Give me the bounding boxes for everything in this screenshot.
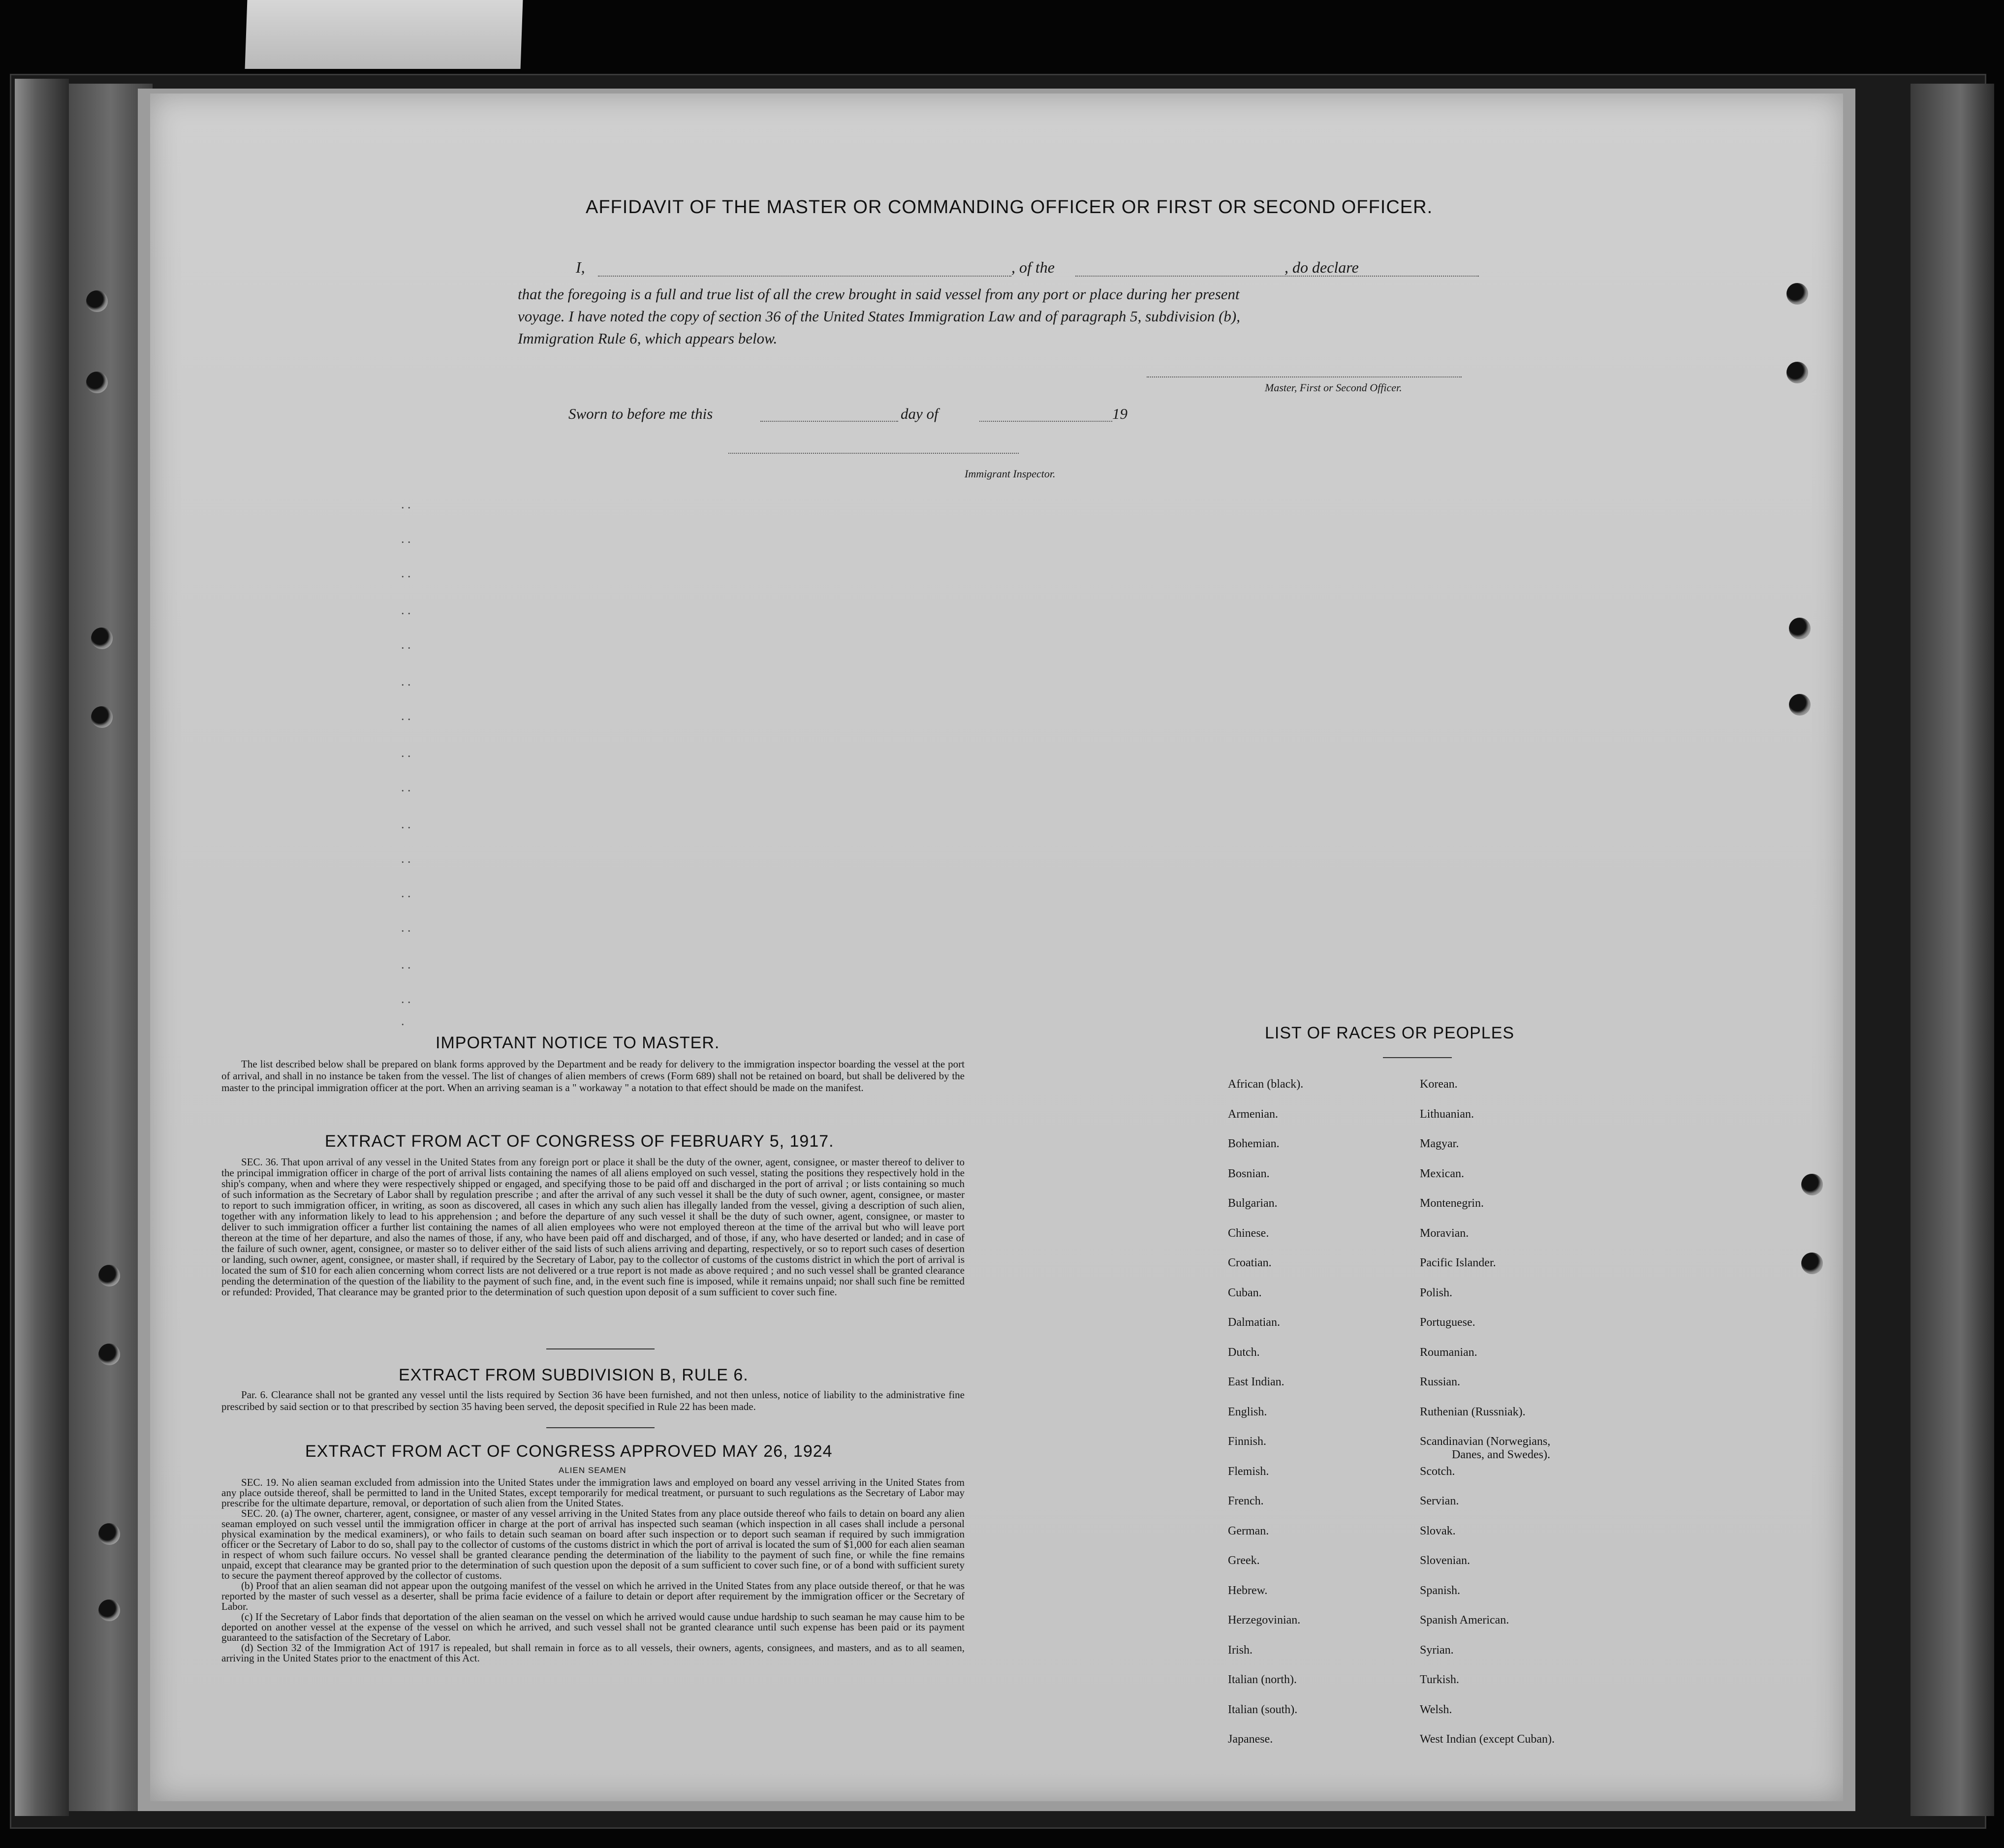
notice-text: The list described below shall be prepared on blank forms approved by the Department and be ready for delivery to the immigration inspector boarding the vessel at the port of arrival, and shall in no instance be taken from the vessel. The list of changes of alien members of crews (Form 689) shall not be retained on board, but shall be delivered by the master to the principal immigration officer at the port. When an arriving seaman is a " workaway " a notation to that effect should be made on the manifest. bbox=[221, 1058, 965, 1094]
race-item-right: Slovak. bbox=[1420, 1525, 1456, 1537]
extract-1917-text: SEC. 36. That upon arrival of any vessel in the United States from any foreign port or place it shall be the duty of the owner, agent, consignee, or master thereof to deliver to the principal immigration officer in charge of the port of arrival lists containing the names of all aliens employed on such vessel, stating the positions they respectively hold in the ship's company, when and where they were respectively shipped or engaged, and specifying those to be paid off and discharged in the port of arrival ; or lists containing so much of such information as the Secretary of Labor shall by regulation prescribe ; and after the arrival of any such vessel it shall be the duty of such owner, agent, consignee, or master to report to such immigration officer, in writing, as soon as discovered, all cases in which any such alien has illegally landed from the vessel, giving a description of such alien, together with any information likely to lead to his apprehension ; and before the departure of any such vessel it shall be the duty of such owner, agent, consignee, or master to deliver to such immigration officer a further list containing the names of all alien employees who were not employed thereon at the time of the arrival but who will leave port thereon at the time of her departure, and also the names of those, if any, who have been paid off and discharged, and of those, if any, who have deserted or landed; and in case of the failure of such owner, agent, consignee, or master so to deliver either of the said lists of such aliens arriving and departing, respectively, or so to report such cases of desertion or landing, such owner, agent, consignee, or master shall, if required by the Secretary of Labor, pay to the collector of customs of the customs district in which the port of arrival is located the sum of $10 for each alien concerning whom correct lists are not delivered or a true report is not made as above required ; and no such vessel shall be granted clearance pending the determination of the question of the liability to the payment of such fine, and, in the event such fine is imposed, while it remains unpaid; nor shall such fine be remitted or refunded: Provided, That clearance may be granted prior to the determination of such question upon deposit of a sum sufficient to cover such fine. bbox=[221, 1156, 965, 1298]
race-item-left: Finnish. bbox=[1228, 1435, 1267, 1448]
affidavit-line4: Immigration Rule 6, which appears below. bbox=[518, 330, 778, 347]
affidavit-line2: that the foregoing is a full and true list of all the crew brought in said vessel from any port or place during her present bbox=[518, 285, 1240, 303]
race-item-right: Lithuanian. bbox=[1420, 1108, 1474, 1121]
race-item-right: Roumanian. bbox=[1420, 1346, 1477, 1359]
race-item-right: Polish. bbox=[1420, 1286, 1453, 1299]
punch-hole bbox=[98, 1523, 120, 1545]
punch-hole bbox=[86, 372, 108, 393]
punch-hole bbox=[1789, 618, 1811, 639]
divider bbox=[546, 1427, 655, 1428]
race-item-left: Japanese. bbox=[1228, 1733, 1273, 1746]
race-item-right: Pacific Islander. bbox=[1420, 1256, 1496, 1269]
race-item-left: English. bbox=[1228, 1406, 1267, 1418]
column-mark: . . bbox=[401, 746, 411, 760]
affidavit-line1-start: I, bbox=[576, 258, 585, 276]
race-item-left: East Indian. bbox=[1228, 1376, 1284, 1388]
race-item-left: Armenian. bbox=[1228, 1108, 1278, 1121]
extract-1924-sec20a: SEC. 20. (a) The owner, charterer, agent, consignee, or master of any vessel arriving in the United States from any place outside thereof who fails to detain on board any alien seaman employed on such vessel until the immigration officer in charge at the port of arrival has inspected such seaman (which inspection in all cases shall include a personal physical examination by the medical examiners), or who fails to detain such seaman on board after such inspection or to deport such seaman if required by such immigration officer or the Secretary of Labor to do so, shall pay to the collector of customs of the customs district in which the port of arrival is located the sum of $1,000 for each alien seaman in respect of whom such failure occurs. No vessel shall be granted clearance pending the determination of the liability to the payment of such fine, or while the fine remains unpaid, except that clearance may be granted prior to the determination of such question upon the deposit of a sum sufficient to cover such fine, or of a bond with sufficient surety to secure the payment thereof approved by the collector of customs. bbox=[221, 1507, 965, 1581]
rule6-text: Par. 6. Clearance shall not be granted any vessel until the lists required by Section 36 have been furnished, and not then unless, notice of liability to the administrative fine prescribed by said section or to that prescribed by section 35 having been served, the deposit specified in Rule 22 has been made. bbox=[221, 1389, 965, 1412]
divider bbox=[546, 1348, 655, 1349]
race-item-right: West Indian (except Cuban). bbox=[1420, 1733, 1555, 1746]
extract-1924-sec20d: (d) Section 32 of the Immigration Act of 1917 is repealed, but shall remain in force as to all vessels, their owners, agents, consignees, and masters, and as to all seamen, arriving in the United States prior to the enactment of this Act. bbox=[221, 1642, 965, 1664]
rule6-title: EXTRACT FROM SUBDIVISION B, RULE 6. bbox=[399, 1366, 749, 1384]
race-item-left: Flemish. bbox=[1228, 1465, 1269, 1478]
race-item-left: Chinese. bbox=[1228, 1227, 1269, 1240]
column-mark: . . bbox=[401, 957, 411, 971]
race-item-right: Mexican. bbox=[1420, 1167, 1464, 1180]
race-item-right: Ruthenian (Russniak). bbox=[1420, 1406, 1526, 1418]
sworn-prefix: Sworn to before me this bbox=[568, 405, 713, 422]
race-item-right: Magyar. bbox=[1420, 1137, 1459, 1150]
column-mark: . . bbox=[401, 817, 411, 831]
column-mark: . . bbox=[401, 566, 411, 580]
notice-block bbox=[221, 1058, 965, 1094]
race-item-right: Slovenian. bbox=[1420, 1554, 1470, 1567]
punch-hole bbox=[98, 1344, 120, 1365]
affidavit-title: AFFIDAVIT OF THE MASTER OR COMMANDING OFFICER OR FIRST OR SECOND OFFICER. bbox=[586, 197, 1433, 218]
race-item-left: Italian (south). bbox=[1228, 1703, 1298, 1716]
race-item-left: Hebrew. bbox=[1228, 1584, 1268, 1597]
affidavit-line3: voyage. I have noted the copy of section 36 of the United States Immigration Law and of paragraph 5, subdivision (b), bbox=[518, 308, 1240, 325]
race-item-left: Greek. bbox=[1228, 1554, 1260, 1567]
column-mark: . . bbox=[401, 637, 411, 652]
race-item-right: Scandinavian (Norwegians, bbox=[1420, 1435, 1551, 1448]
extract-1917-title: EXTRACT FROM ACT OF CONGRESS OF FEBRUARY 5, 1917. bbox=[325, 1132, 834, 1151]
sworn-year: 19 bbox=[1112, 405, 1127, 422]
inspector-caption: Immigrant Inspector. bbox=[965, 468, 1056, 480]
punch-hole bbox=[1801, 1174, 1823, 1195]
race-item-right: Welsh. bbox=[1420, 1703, 1452, 1716]
race-item-right: Portuguese. bbox=[1420, 1316, 1475, 1329]
punch-hole bbox=[1786, 362, 1808, 383]
races-title: LIST OF RACES OR PEOPLES bbox=[1265, 1024, 1515, 1042]
column-mark: . . bbox=[401, 532, 411, 546]
race-item-left: Bulgarian. bbox=[1228, 1197, 1278, 1210]
day-blank bbox=[760, 421, 898, 422]
extract-1924-block bbox=[221, 1477, 965, 1663]
race-item-right: Montenegrin. bbox=[1420, 1197, 1484, 1210]
column-mark: . . bbox=[401, 780, 411, 794]
race-item-left: Bosnian. bbox=[1228, 1167, 1270, 1180]
race-item-continuation: Danes, and Swedes). bbox=[1452, 1448, 1550, 1461]
sworn-day: day of bbox=[901, 405, 939, 422]
extract-1924-sec19: SEC. 19. No alien seaman excluded from admission into the United States under the immigration laws and employed on board any vessel arriving in the United States from any place outside thereof, shall be permitted to land in the United States, except temporarily for medical treatment, or pursuant to such regulations as the Secretary of Labor may prescribe for the ultimate departure, removal, or deportation of such alien from the United States. bbox=[221, 1476, 965, 1509]
race-item-left: Cuban. bbox=[1228, 1286, 1262, 1299]
notice-title: IMPORTANT NOTICE TO MASTER. bbox=[436, 1034, 720, 1052]
extract-1924-sec20b: (b) Proof that an alien seaman did not appear upon the outgoing manifest of the vessel on which he arrived in the United States from any place outside thereof, or that he was reported by the master of such vessel as a deserter, shall be prima facie evidence of a failure to detain or deport after requirement by the immigration officer or the Secretary of Labor. bbox=[221, 1580, 965, 1612]
divider bbox=[1383, 1057, 1452, 1058]
signature-blank bbox=[1147, 376, 1462, 377]
column-mark: . . bbox=[401, 886, 411, 900]
column-mark: . . bbox=[401, 709, 411, 723]
rule6-block bbox=[221, 1389, 965, 1412]
punch-hole bbox=[1786, 283, 1808, 305]
race-item-right: Turkish. bbox=[1420, 1673, 1459, 1686]
column-mark: . bbox=[401, 1014, 405, 1028]
column-mark: . . bbox=[401, 920, 411, 935]
race-item-left: Italian (north). bbox=[1228, 1673, 1297, 1686]
punch-hole bbox=[86, 290, 108, 312]
column-mark: . . bbox=[401, 851, 411, 866]
race-item-left: German. bbox=[1228, 1525, 1269, 1537]
race-item-left: Irish. bbox=[1228, 1644, 1252, 1657]
extract-1917-block bbox=[221, 1157, 965, 1297]
punch-hole bbox=[1789, 694, 1811, 716]
punch-hole bbox=[98, 1265, 120, 1286]
affidavit-line1-mid: , of the bbox=[1011, 258, 1055, 276]
race-item-left: Bohemian. bbox=[1228, 1137, 1280, 1150]
binder-right-edge bbox=[1910, 84, 1994, 1816]
race-item-right: Moravian. bbox=[1420, 1227, 1469, 1240]
race-item-left: Herzegovinian. bbox=[1228, 1614, 1301, 1627]
column-mark: . . bbox=[401, 992, 411, 1006]
extract-1924-sec20c: (c) If the Secretary of Labor finds that deportation of the alien seaman on the vessel on which he arrived would cause undue hardship to such seaman he may cause him to be deported on another vessel at the expense of the vessel on which he arrived, and such vessel shall not be granted clearance until such expense has been paid or its payment guaranteed to the satisfaction of the Secretary of Labor. bbox=[221, 1611, 965, 1643]
race-item-right: Spanish American. bbox=[1420, 1614, 1509, 1627]
affidavit-line1-end: , do declare bbox=[1284, 258, 1359, 276]
race-item-left: French. bbox=[1228, 1495, 1264, 1507]
punch-hole bbox=[1801, 1253, 1823, 1274]
column-mark: . . bbox=[401, 603, 411, 617]
race-item-right: Korean. bbox=[1420, 1078, 1458, 1091]
binder-left-edge bbox=[15, 79, 69, 1816]
race-item-left: Croatian. bbox=[1228, 1256, 1272, 1269]
column-mark: . . bbox=[401, 497, 411, 511]
inspector-blank bbox=[728, 453, 1019, 454]
race-item-right: Russian. bbox=[1420, 1376, 1461, 1388]
race-item-right: Spanish. bbox=[1420, 1584, 1461, 1597]
race-item-left: Dalmatian. bbox=[1228, 1316, 1280, 1329]
punch-hole bbox=[91, 627, 113, 649]
name-blank bbox=[598, 276, 1011, 277]
column-mark: . . bbox=[401, 674, 411, 689]
race-item-left: Dutch. bbox=[1228, 1346, 1260, 1359]
punch-hole bbox=[91, 706, 113, 728]
month-blank bbox=[979, 421, 1112, 422]
extract-1924-title: EXTRACT FROM ACT OF CONGRESS APPROVED MAY 26, 1924 bbox=[305, 1442, 833, 1461]
race-item-right: Syrian. bbox=[1420, 1644, 1454, 1657]
binder-tab bbox=[245, 0, 523, 69]
extract-1924-subtitle: ALIEN SEAMEN bbox=[559, 1466, 626, 1475]
master-caption: Master, First or Second Officer. bbox=[1265, 381, 1402, 394]
race-item-left: African (black). bbox=[1228, 1078, 1304, 1091]
race-item-right: Scotch. bbox=[1420, 1465, 1455, 1478]
vessel-blank bbox=[1075, 276, 1479, 277]
punch-hole bbox=[98, 1599, 120, 1621]
race-item-right: Servian. bbox=[1420, 1495, 1459, 1507]
